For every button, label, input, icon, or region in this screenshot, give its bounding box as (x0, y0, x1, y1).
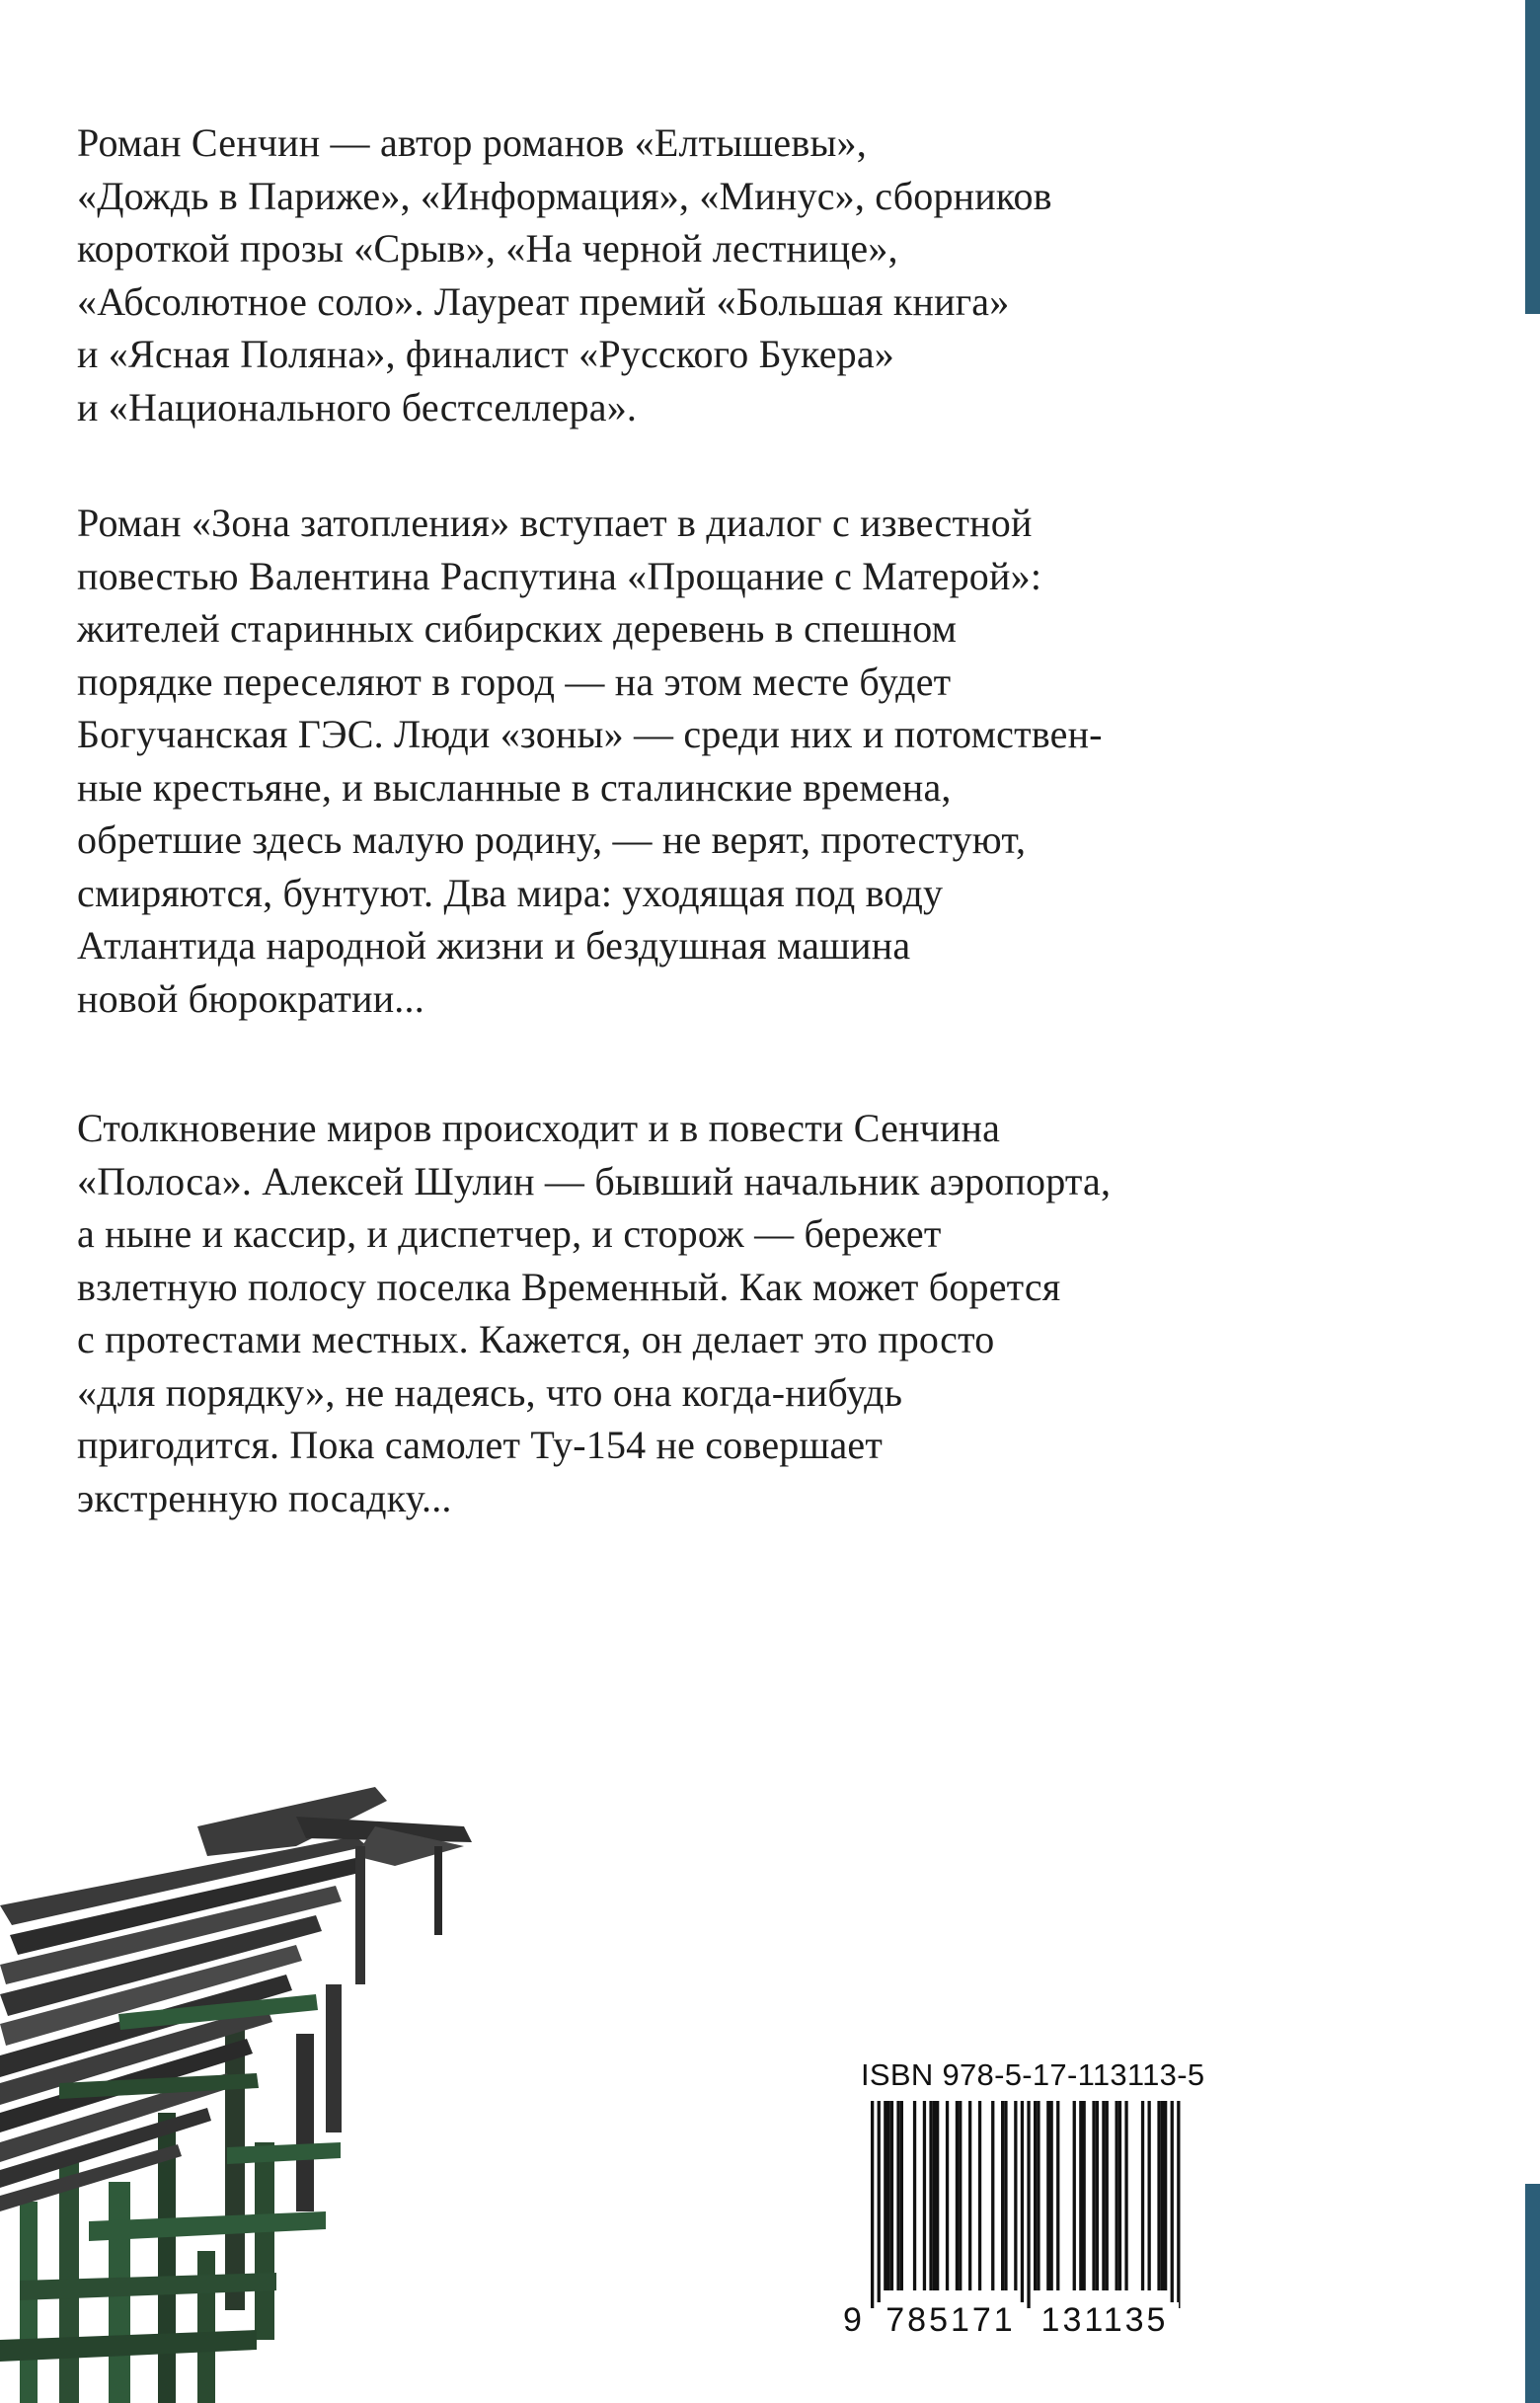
barcode-lead-digit: 9 (843, 2301, 862, 2339)
wooden-pier-illustration (0, 1787, 513, 2403)
spine-stripe-top (1525, 0, 1540, 314)
barcode-digits (843, 2057, 1205, 2354)
blurb-paragraph-author: Роман Сенчин — автор романов «Елтышевы», «Дождь в Париже», «Информация», «Минус», сборников короткой прозы «Срыв», «На черной лестнице», «Абсолютное соло». Лауреат премий «Большая книга» и «Ясная Поляна», финалист «Русского Букера» и «Национального бестселлера». (77, 120, 1052, 429)
blurb-paragraph-novel: Роман «Зона затопления» вступает в диалог с известной повестью Валентина Распутина «Прощание с Матерой»: жителей старинных сибирских деревень в спешном порядке переселяют в город — на этом месте будет Богучанская ГЭС. Люди «зоны» — среди них и потомствен- ные крестьяне, и высланные в сталинские времена, обретшие здесь малую родину, — не верят, протестуют, смиряются, бунтуют. Два мира: уходящая под воду Атлантида народной жизни и бездушная машина новой бюрократии... (77, 501, 1103, 1021)
spine-stripe-bottom (1525, 2184, 1540, 2403)
isbn-block (843, 2057, 1205, 2354)
barcode-right-digits: 131135 (1031, 2302, 1179, 2338)
blurb-paragraph-novella: Столкновение миров происходит и в повести Сенчина «Полоса». Алексей Шулин — бывший начальник аэропорта, а ныне и кассир, и диспетчер, и сторож — бережет взлетную полосу поселка Временный. Как может борется с протестами местных. Кажется, он делает это просто «для порядку», не надеясь, что она когда-нибудь пригодится. Пока самолет Ту-154 не совершает экстренную посадку... (77, 1106, 1112, 1520)
isbn-label: ISBN 978-5-17-113113-5 (861, 2057, 1205, 2092)
barcode-left-digits: 785171 (877, 2302, 1025, 2338)
